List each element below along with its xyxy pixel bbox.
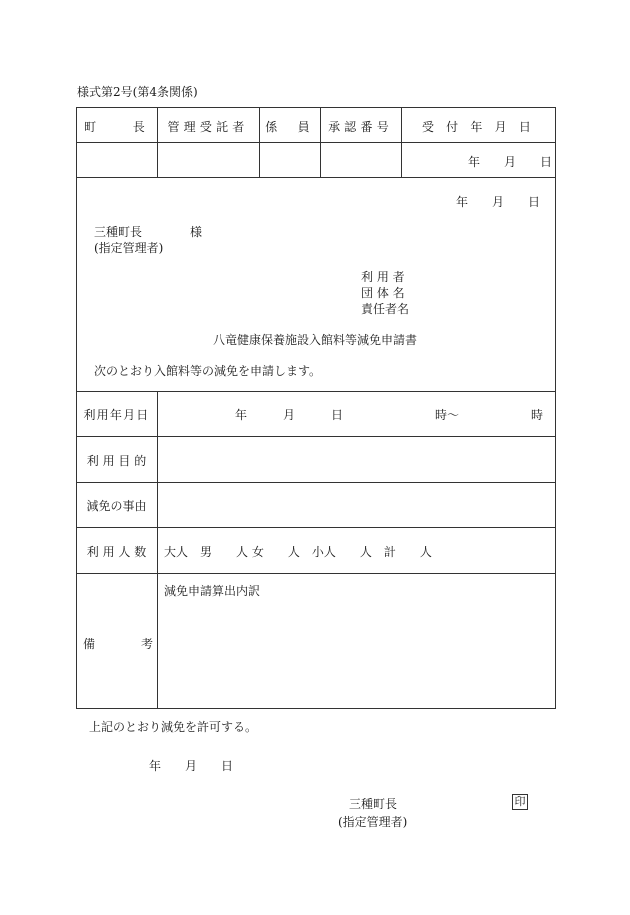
reason-label: 減免の事由 xyxy=(86,499,147,513)
col-divider xyxy=(157,391,158,709)
row-divider xyxy=(76,142,556,143)
usage-date-value: 年 月 日 xyxy=(235,408,344,422)
usage-time-from: 時〜 xyxy=(435,408,460,422)
row-divider xyxy=(76,177,556,178)
document-title: 八竜健康保養施設入館料等減免申請書 xyxy=(212,333,417,347)
remarks-label-2: 考 xyxy=(141,637,154,651)
count-value: 大人 男 人 女 人 小人 人 計 人 xyxy=(164,545,432,559)
addressee-sub: (指定管理者) xyxy=(94,241,164,255)
remarks-label-1: 備 xyxy=(83,637,96,651)
intro-text: 次のとおり入館料等の減免を申請します。 xyxy=(94,364,322,378)
approval-statement: 上記のとおり減免を許可する。 xyxy=(89,720,258,734)
usage-time-to: 時 xyxy=(531,408,544,422)
applicant-rep-label: 責任者名 xyxy=(361,302,410,316)
approval-authority: 三種町長 xyxy=(349,797,398,811)
applicant-user-label: 利 用 者 xyxy=(361,270,405,284)
header-receipt-date: 受 付 年 月 日 xyxy=(421,120,536,134)
header-approval-number: 承認番号 xyxy=(328,120,393,134)
addressee: 三種町長 様 xyxy=(94,225,203,239)
row-divider xyxy=(76,527,556,528)
row-divider xyxy=(76,391,556,392)
applicant-group-label: 団 体 名 xyxy=(361,286,405,300)
row-divider xyxy=(76,482,556,483)
form-number: 様式第2号(第4条関係) xyxy=(77,85,198,99)
seal-mark: 印 xyxy=(512,794,528,810)
header-mayor: 町 長 xyxy=(84,120,149,134)
remarks-value: 減免申請算出内訳 xyxy=(164,584,261,598)
purpose-label: 利 用 目 的 xyxy=(86,454,147,468)
row-divider xyxy=(76,436,556,437)
receipt-date-value: 年 月 日 xyxy=(468,155,553,169)
usage-date-label: 利用年月日 xyxy=(83,408,150,422)
header-manager: 管理受託者 xyxy=(167,120,249,134)
header-staff: 係 員 xyxy=(265,120,314,134)
approval-date: 年 月 日 xyxy=(149,759,234,773)
application-date: 年 月 日 xyxy=(456,195,541,209)
row-divider xyxy=(76,573,556,574)
approval-authority-sub: (指定管理者) xyxy=(338,815,408,829)
count-label: 利 用 人 数 xyxy=(86,545,147,559)
